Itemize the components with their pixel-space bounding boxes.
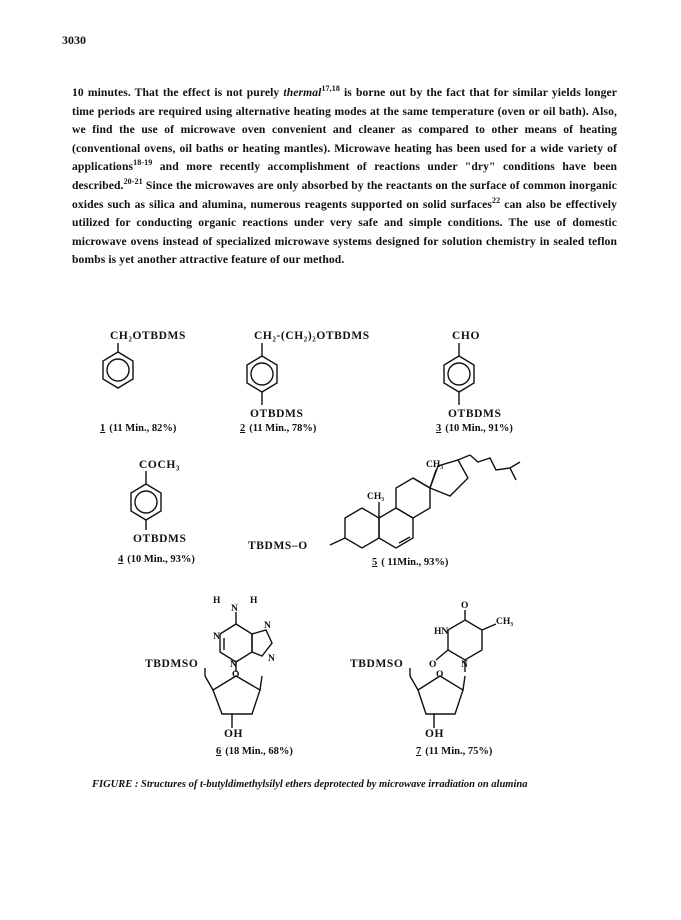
compound-number: 2	[240, 423, 246, 434]
compound-number: 6	[216, 746, 222, 757]
compound-2-result	[240, 423, 316, 434]
compound-number: 1	[100, 423, 106, 434]
compound-4-drawing	[131, 471, 161, 530]
reference: 18-19	[133, 158, 153, 168]
compound-5-result	[372, 557, 448, 568]
atom-label: HN	[434, 627, 449, 637]
italic-word: thermal	[283, 86, 322, 99]
atom-label: O	[461, 601, 469, 611]
compound-3-drawing	[444, 343, 474, 405]
figure-caption	[92, 779, 527, 790]
compound-number: 7	[416, 746, 422, 757]
atom-label: O	[429, 660, 437, 670]
compound-7-para: OH	[425, 728, 445, 740]
methyl-label: CH₃	[426, 460, 444, 470]
compound-4-result	[118, 554, 195, 565]
atom-label: O	[436, 670, 444, 680]
compound-6-substituent: TBDMSO	[145, 658, 199, 670]
reference: 17,18	[321, 84, 340, 93]
compound-5-substituent: TBDMS–O	[248, 540, 308, 552]
atom-label: H	[213, 596, 221, 606]
compound-1-drawing	[103, 343, 133, 388]
compound-6-result	[216, 746, 293, 757]
compound-result-text: (11 Min., 75%)	[425, 746, 493, 757]
compound-2-para: OTBDMS	[250, 408, 304, 420]
atom-label: N	[268, 654, 275, 664]
compound-7-substituent: TBDMSO	[350, 658, 404, 670]
atom-label: N	[213, 632, 220, 642]
atom-label: H	[250, 596, 258, 606]
compound-1-substituent: CH₂OTBDMS	[110, 330, 186, 342]
compound-result-text: ( 11Min., 93%)	[381, 557, 449, 568]
compound-3-substituent: CHO	[452, 330, 480, 342]
caption-label: FIGURE	[92, 779, 133, 790]
text-segment: Since the microwaves are only absorbed by the reactants on the surface of common inorganic oxides such as silica and alumina, numerous reagents supported on solid surfaces	[72, 178, 617, 211]
atom-label: N	[231, 604, 238, 614]
compound-result-text: (10 Min., 93%)	[127, 554, 195, 565]
compound-result-text: (10 Min., 91%)	[445, 423, 513, 434]
compound-5-drawing	[330, 455, 520, 548]
reference: 22	[492, 195, 501, 205]
compound-2-drawing	[247, 343, 277, 405]
compound-result-text: (11 Min., 78%)	[249, 423, 317, 434]
text-segment: can also be effectively utilized for conducting organic reactions under very safe and simple conditions. The use of domestic microwave ovens instead of specialized microwave systems designed for solution chemistry in sealed teflon bombs is yet another attractive feature of our method.	[72, 197, 617, 267]
compound-result-text: (11 Min., 82%)	[109, 423, 177, 434]
atom-label: O	[232, 670, 240, 680]
reference: 20-21	[123, 176, 143, 186]
compound-4-substituent: COCH₃	[139, 459, 180, 471]
compound-1-result	[100, 423, 176, 434]
compound-number: 4	[118, 554, 124, 565]
compound-2-substituent: CH₂-(CH₂)₂OTBDMS	[254, 330, 370, 342]
compound-3-para: OTBDMS	[448, 408, 502, 420]
compound-6-para: OH	[224, 728, 244, 740]
compound-7-result	[416, 746, 492, 757]
atom-label: N	[461, 660, 468, 670]
text-segment: 10 minutes. That the effect is not purely	[72, 86, 284, 99]
atom-label: N	[264, 621, 271, 631]
text-segment: and more recently accomplishment of reactions under "dry" conditions have been described.	[72, 160, 617, 192]
atom-label: N	[230, 660, 237, 670]
caption-text: : Structures of t-butyldimethylsilyl ethers deprotected by microwave irradiation on alumina	[132, 779, 528, 790]
text-segment: is borne out by the fact that for similar yields longer time periods are required using alternative heating modes at the same temperature (oven or oil bath). Also, we find the use of microwave oven convenient and cleaner as compared to other means of heating (conventional ovens, oil baths or heating mantles). Microwave heating has been used for a wide variety of applications	[72, 86, 617, 174]
compound-number: 3	[436, 423, 442, 434]
page-number: 3030	[62, 33, 86, 47]
compound-3-result	[436, 423, 513, 434]
compound-7-drawing	[410, 610, 496, 728]
compound-4-para: OTBDMS	[133, 533, 187, 545]
compound-result-text: (18 Min., 68%)	[225, 746, 293, 757]
atom-label: CH₃	[496, 617, 514, 627]
compound-number: 5	[372, 557, 378, 568]
methyl-label: CH₃	[367, 492, 385, 502]
